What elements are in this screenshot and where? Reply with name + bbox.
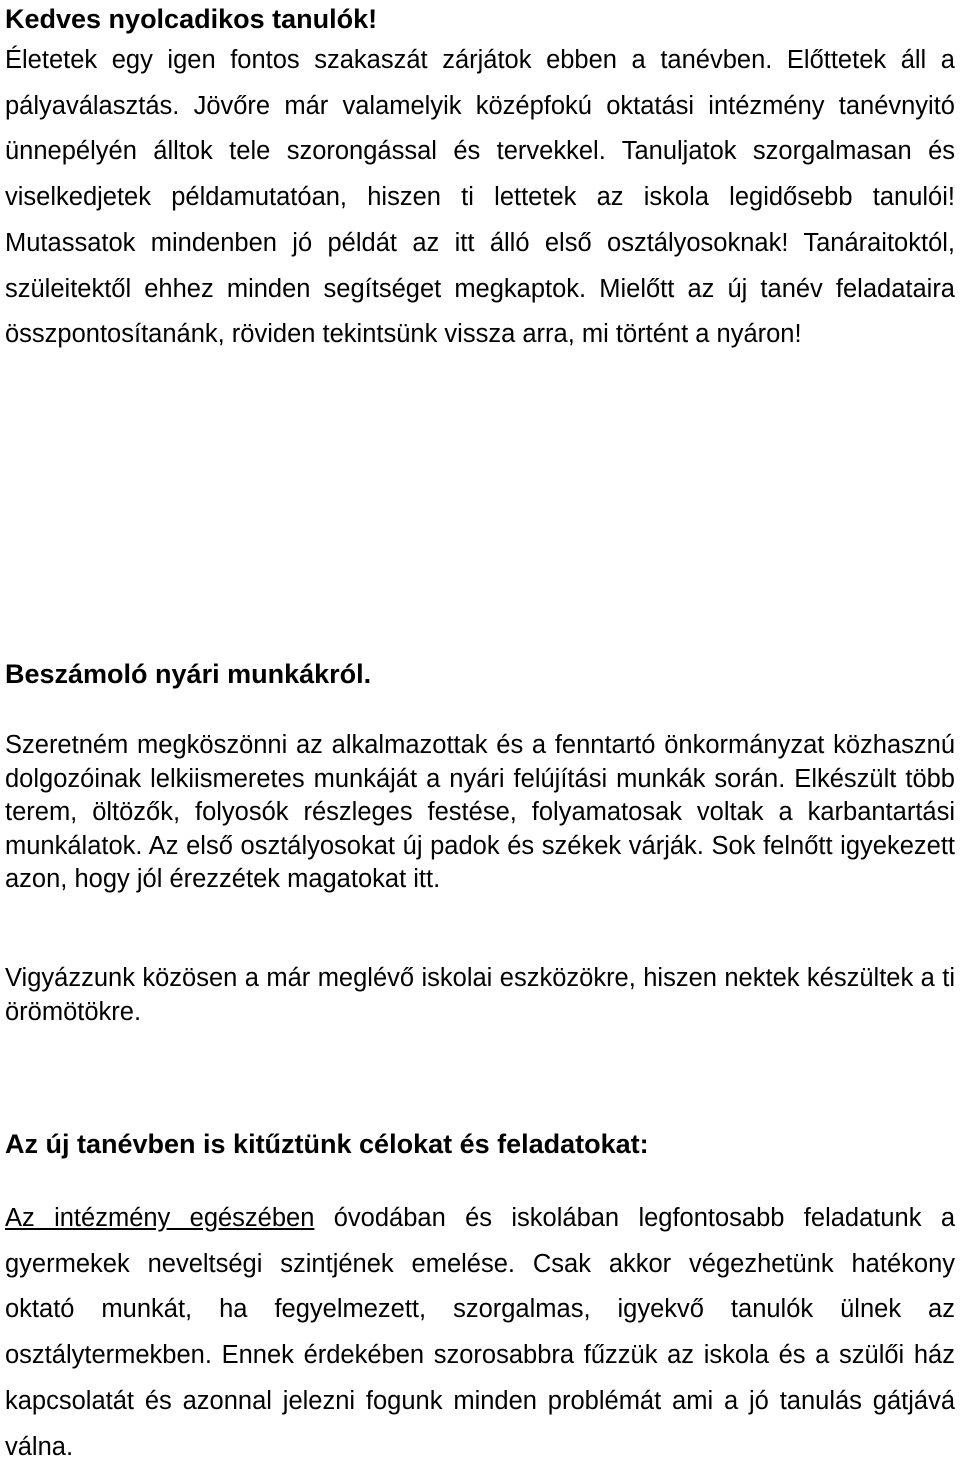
summer-work-paragraph: Szeretném megköszönni az alkalmazottak és a fenntartó önkormányzat közhasznú dolgozóinak lelkiismeretes munkáját a nyári felújítási munkák során. Elkészült több terem, öltözők, folyosók részleges festése, folyamatosak voltak a karbantartási munkálatok. Az első osztályosokat új padok és székek várják. Sok felnőtt igyekezett azon, hogy jól érezzétek magatokat itt.	[5, 731, 955, 893]
goals-paragraph	[5, 1196, 955, 1470]
summer-work-heading: Beszámoló nyári munkákról.	[5, 659, 372, 689]
intro-paragraph: Életetek egy igen fontos szakaszát zárjátok ebben a tanévben. Előttetek áll a pályaválasztás. Jövőre már valamelyik középfokú oktatási intézmény tanévnyitó ünnepélyén álltok tele szorongással és tervekkel. Tanuljatok szorgalmasan és viselkedjetek példamutatóan, hiszen ti lettetek az iskola legidősebb tanulói! Mutassatok mindenben jó példát az itt álló első osztályosoknak! Tanáraitoktól, szüleitektől ehhez minden segítséget megkaptok. Mielőtt az új tanév feladataira összpontosítanánk, röviden tekintsünk vissza arra, mi történt a nyáron!	[5, 46, 955, 349]
care-paragraph: Vigyázzunk közösen a már meglévő iskolai eszközökre, hiszen nektek készültek a ti örömötökre.	[5, 964, 955, 1026]
goals-paragraph-text: óvodában és iskolában legfontosabb feladatunk a gyermekek neveltségi szintjének emelése. Csak akkor végezhetünk hatékony oktató munkát, ha fegyelmezett, szorgalmas, igyekvő tanulók ülnek az osztálytermekben. Ennek érdekében szorosabbra fűzzük az iskola és a szülői ház kapcsolatát és azonnal jelezni fogunk minden problémát ami a jó tanulás gátjává válna.	[5, 1204, 955, 1461]
greeting-heading: Kedves nyolcadikos tanulók!	[5, 4, 378, 34]
goals-heading: Az új tanévben is kitűztünk célokat és feladatokat:	[5, 1129, 649, 1159]
goals-underlined-phrase: Az intézmény egészében	[5, 1204, 315, 1232]
